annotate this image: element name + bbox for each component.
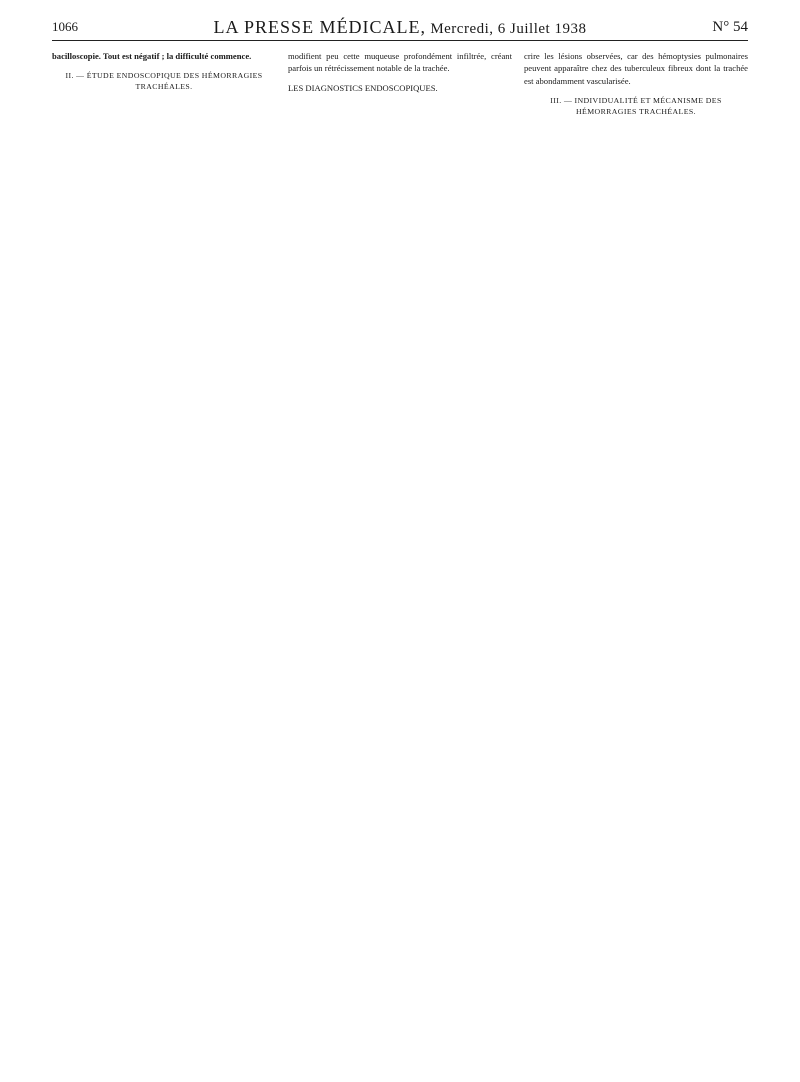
section-title-2: II. — ÉTUDE ENDOSCOPIQUE DES HÉMORRAGIES TRACHÉALES. [65,71,263,92]
paragraph-1: bacilloscopie. Tout est négatif ; la difficulté commence. [52,51,252,61]
page-number: 1066 [52,19,78,34]
issue-number: N° 54 [712,18,748,35]
column-3 [524,50,748,1060]
paragraph-3-1: crire les lésions observées, car des hémoptysies pulmonaires peuvent apparaître chez des tuberculeux fibreux dont la trachée est abondamment vascularisée. [524,51,748,86]
page-header [52,14,748,41]
issue-date: Mercredi, 6 Juillet 1938 [430,20,587,37]
article-columns [52,50,748,1060]
paragraph-2-1: modifient peu cette muqueuse profondément infiltrée, créant parfois un rétrécissement notable de la trachée. [288,51,512,74]
journal-name: LA PRESSE MÉDICALE, [213,16,427,37]
journal-title [132,17,668,38]
section-title-3: III. — INDIVIDUALITÉ ET MÉCANISME DES HÉMORRAGIES TRACHÉALES. [550,96,722,117]
column-1 [52,50,276,1060]
diagnostics-label: LES DIAGNOSTICS ENDOSCOPIQUES. [288,82,438,93]
column-2 [288,50,512,1060]
